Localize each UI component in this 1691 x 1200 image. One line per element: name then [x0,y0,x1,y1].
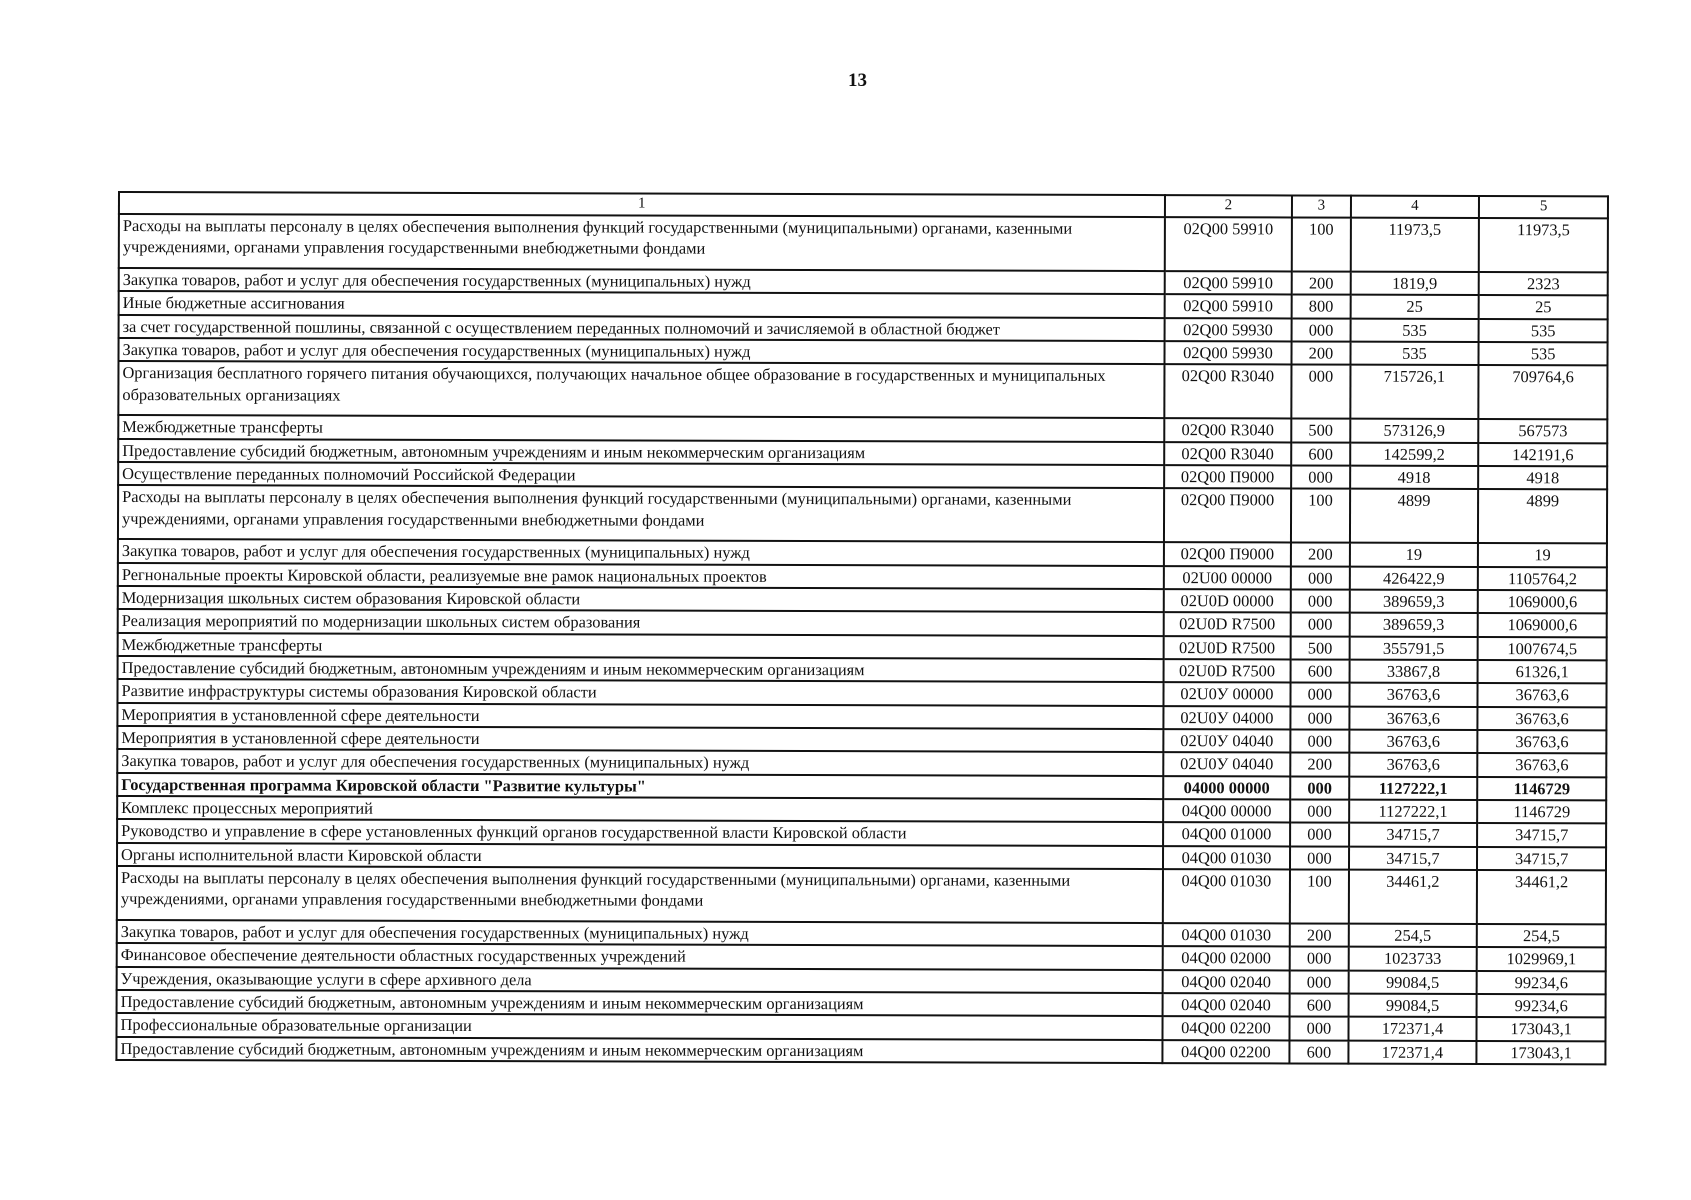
row-amount-col4-cell: 1023733 [1348,947,1477,971]
row-code-cell: 04Q00 02200 [1162,1040,1290,1064]
row-expense-type-cell: 600 [1291,659,1349,683]
table-body [116,214,1608,1064]
row-code-cell: 04Q00 02040 [1162,970,1290,994]
row-amount-col4-cell: 36763,6 [1349,730,1478,754]
row-amount-col5-cell: 535 [1479,342,1608,366]
row-amount-col5-cell: 99234,6 [1477,971,1606,995]
row-expense-type-cell: 000 [1291,729,1349,753]
row-name-cell: Руководство и управление в сфере установленных функций органов государственной власти Кировской области [117,819,1163,845]
row-amount-col5-cell: 1069000,6 [1478,613,1607,637]
row-amount-col5-cell: 19 [1478,543,1607,567]
row-amount-col4-cell: 99084,5 [1348,970,1477,994]
row-amount-col4-cell: 573126,9 [1350,419,1479,443]
row-amount-col4-cell: 172371,4 [1348,1040,1477,1064]
row-amount-col4-cell: 389659,3 [1349,613,1478,637]
table-row [119,214,1608,272]
row-expense-type-cell: 000 [1291,613,1349,637]
row-amount-col5-cell: 36763,6 [1478,683,1607,707]
row-code-cell: 02Q00 R3040 [1164,364,1292,418]
row-amount-col5-cell: 99234,6 [1477,994,1606,1018]
row-code-cell: 02U0У 04000 [1163,706,1291,730]
row-expense-type-cell: 200 [1292,271,1350,295]
column-header-3: 3 [1292,195,1350,217]
row-expense-type-cell: 000 [1290,1017,1348,1041]
row-amount-col5-cell: 1007674,5 [1478,637,1607,661]
row-code-cell: 02Q00 П9000 [1164,465,1292,489]
row-expense-type-cell: 000 [1292,365,1350,419]
row-code-cell: 02U00 00000 [1163,566,1291,590]
row-amount-col4-cell: 34715,7 [1349,846,1478,870]
row-code-cell: 02Q00 59910 [1164,217,1292,271]
row-code-cell: 04Q00 01030 [1163,846,1291,870]
row-code-cell: 02U0У 04040 [1163,729,1291,753]
row-expense-type-cell: 200 [1291,543,1349,567]
row-amount-col5-cell: 709764,6 [1479,365,1608,419]
row-expense-type-cell: 200 [1290,923,1348,947]
row-expense-type-cell: 200 [1291,753,1349,777]
row-code-cell: 02U0D R7500 [1163,636,1291,660]
table-row [116,1037,1605,1065]
row-amount-col5-cell: 1105764,2 [1478,567,1607,591]
row-expense-type-cell: 100 [1290,869,1348,923]
row-amount-col5-cell: 34461,2 [1477,870,1606,924]
row-expense-type-cell: 000 [1291,683,1349,707]
row-name-cell: Расходы на выплаты персоналу в целях обеспечения выполнения функций государственными (муниципальными) органами, казенными учреждениями, органами управления государственными внебюджетными фондами [117,866,1163,923]
row-expense-type-cell: 000 [1291,465,1349,489]
row-code-cell: 02Q00 59910 [1164,271,1292,295]
row-name-cell: Закупка товаров, работ и услуг для обеспечения государственных (муниципальных) нужд [117,749,1163,775]
row-name-cell: Регнональные проекты Кировской области, реализуемые вне рамок национальных проектов [118,563,1164,589]
row-amount-col4-cell: 36763,6 [1349,683,1478,707]
row-expense-type-cell: 000 [1290,776,1348,800]
row-code-cell: 02U0D 00000 [1163,589,1291,613]
row-name-cell: Расходы на выплаты персоналу в целях обеспечения выполнения функций государственными (муниципальными) органами, казенными учреждениями, органами управления государственными внебюджетными фондами [119,214,1165,271]
row-amount-col4-cell: 36763,6 [1349,753,1478,777]
row-name-cell: Реализация мероприятий по модернизации школьных систем образования [118,609,1164,635]
row-amount-col4-cell: 33867,8 [1349,660,1478,684]
row-amount-col4-cell: 389659,3 [1349,590,1478,614]
row-amount-col5-cell: 1146729 [1477,800,1606,824]
row-name-cell: Закупка товаров, работ и услуг для обеспечения государственных (муниципальных) нужд [118,539,1164,565]
row-amount-col4-cell: 172371,4 [1348,1017,1477,1041]
row-amount-col4-cell: 1127222,1 [1349,800,1478,824]
row-code-cell: 04Q00 01000 [1163,822,1291,846]
row-amount-col4-cell: 355791,5 [1349,636,1478,660]
row-code-cell: 02Q00 59930 [1164,318,1292,342]
row-amount-col5-cell: 36763,6 [1478,730,1607,754]
row-amount-col4-cell: 99084,5 [1348,994,1477,1018]
row-expense-type-cell: 500 [1292,419,1350,443]
row-amount-col5-cell: 567573 [1479,419,1608,443]
row-code-cell: 02Q00 59930 [1164,341,1292,365]
row-code-cell: 02Q00 R3040 [1164,442,1292,466]
row-code-cell: 04Q00 01030 [1162,869,1290,923]
row-amount-col5-cell: 1029969,1 [1477,947,1606,971]
row-amount-col5-cell: 4899 [1478,489,1607,543]
row-amount-col4-cell: 254,5 [1348,924,1477,948]
row-name-cell: Расходы на выплаты персоналу в целях обеспечения выполнения функций государственными (муниципальными) органами, казенными учреждениями, органами управления государственными внебюджетными фондами [118,485,1164,542]
row-amount-col5-cell: 36763,6 [1478,753,1607,777]
row-amount-col4-cell: 1819,9 [1350,272,1479,296]
row-amount-col4-cell: 426422,9 [1349,566,1478,590]
row-amount-col4-cell: 19 [1349,543,1478,567]
row-name-cell: Финансовое обеспечение деятельности областных государственных учреждений [117,943,1163,969]
row-expense-type-cell: 500 [1291,636,1349,660]
row-code-cell: 02U0У 04040 [1163,752,1291,776]
row-name-cell: Закупка товаров, работ и услуг для обеспечения государственных (муниципальных) нужд [117,920,1163,946]
row-amount-col5-cell: 2323 [1479,272,1608,296]
row-amount-col5-cell: 173043,1 [1477,1041,1606,1065]
row-code-cell: 02Q00 П9000 [1164,542,1292,566]
row-code-cell: 04Q00 02000 [1162,946,1290,970]
row-name-cell: Мероприятия в установленной сфере деятельности [117,703,1163,729]
row-name-cell: Осуществление переданных полномочий Российской Федерации [118,462,1164,488]
row-name-cell: за счет государственной пошлины, связанной с осуществлением переданных полномочий и зачисляемой в областной бюджет [119,315,1165,341]
row-amount-col5-cell: 254,5 [1477,924,1606,948]
row-expense-type-cell: 000 [1290,846,1348,870]
row-code-cell: 02Q00 R3040 [1164,418,1292,442]
row-name-cell: Мероприятия в установленной сфере деятельности [117,726,1163,752]
row-amount-col5-cell: 36763,6 [1478,707,1607,731]
row-amount-col5-cell: 535 [1479,319,1608,343]
row-amount-col4-cell: 535 [1350,342,1479,366]
row-amount-col5-cell: 1146729 [1477,777,1606,801]
row-amount-col4-cell: 11973,5 [1350,218,1479,272]
row-expense-type-cell: 600 [1290,993,1348,1017]
row-code-cell: 04Q00 01030 [1162,923,1290,947]
row-amount-col5-cell: 25 [1479,295,1608,319]
row-expense-type-cell: 000 [1290,823,1348,847]
row-code-cell: 02Q00 59910 [1164,294,1292,318]
row-name-cell: Иные бюджетные ассигнования [119,291,1165,317]
page-number: 13 [848,70,867,91]
row-name-cell: Государственная программа Кировской области "Развитие культуры" [117,773,1163,799]
row-name-cell: Закупка товаров, работ и услуг для обеспечения государственных (муниципальных) нужд [119,268,1165,294]
row-expense-type-cell: 600 [1291,442,1349,466]
row-amount-col5-cell: 34715,7 [1477,847,1606,871]
row-code-cell: 02Q00 П9000 [1164,488,1292,542]
row-name-cell: Предоставление субсидий бюджетным, автономным учреждениям и иным некоммерческим организациям [118,656,1164,682]
table-row [118,361,1607,419]
row-name-cell: Органы исполнительной власти Кировской области [117,843,1163,869]
row-expense-type-cell: 000 [1291,706,1349,730]
budget-table [115,191,1609,1065]
row-code-cell: 04000 00000 [1163,776,1291,800]
row-name-cell: Развитие инфраструктуры системы образования Кировской области [117,679,1163,705]
row-amount-col5-cell: 4918 [1478,466,1607,490]
row-expense-type-cell: 100 [1291,489,1349,543]
row-name-cell: Предоставление субсидий бюджетным, автономным учреждениям и иным некоммерческим организациям [116,1037,1162,1063]
row-amount-col5-cell: 61326,1 [1478,660,1607,684]
row-amount-col5-cell: 34715,7 [1477,823,1606,847]
row-name-cell: Модернизация школьных систем образования Кировской области [118,586,1164,612]
row-expense-type-cell: 100 [1292,217,1350,271]
row-amount-col4-cell: 25 [1350,295,1479,319]
row-name-cell: Профессиональные образовательные организации [116,1013,1162,1039]
row-expense-type-cell: 200 [1292,341,1350,365]
row-code-cell: 04Q00 00000 [1163,799,1291,823]
table-row [117,866,1606,924]
row-code-cell: 02U0D R7500 [1163,612,1291,636]
row-amount-col4-cell: 715726,1 [1350,365,1479,419]
row-amount-col4-cell: 1127222,1 [1349,776,1478,800]
row-expense-type-cell: 000 [1291,566,1349,590]
row-expense-type-cell: 000 [1290,799,1348,823]
row-expense-type-cell: 800 [1292,295,1350,319]
row-amount-col5-cell: 1069000,6 [1478,590,1607,614]
row-name-cell: Предоставление субсидий бюджетным, автономным учреждениям и иным некоммерческим организациям [117,990,1163,1016]
row-expense-type-cell: 000 [1290,947,1348,971]
row-name-cell: Предоставление субсидий бюджетным, автономным учреждениям и иным некоммерческим организациям [118,439,1164,465]
row-amount-col4-cell: 142599,2 [1350,442,1479,466]
row-name-cell: Комплекс процессных мероприятий [117,796,1163,822]
row-expense-type-cell: 000 [1290,970,1348,994]
row-amount-col5-cell: 142191,6 [1478,443,1607,467]
row-amount-col4-cell: 34461,2 [1348,870,1477,924]
row-amount-col4-cell: 535 [1350,318,1479,342]
table-row [118,485,1607,543]
column-header-2: 2 [1165,195,1293,217]
row-amount-col4-cell: 4918 [1350,466,1479,490]
row-name-cell: Закупка товаров, работ и услуг для обеспечения государственных (муниципальных) нужд [118,338,1164,364]
row-amount-col5-cell: 11973,5 [1479,218,1608,272]
row-name-cell: Учреждения, оказывающие услуги в сфере архивного дела [117,967,1163,993]
row-amount-col4-cell: 4899 [1350,489,1479,543]
column-header-5: 5 [1479,196,1608,218]
row-name-cell: Межбюджетные трансферты [118,415,1164,441]
row-amount-col4-cell: 34715,7 [1349,823,1478,847]
row-amount-col5-cell: 173043,1 [1477,1017,1606,1041]
row-code-cell: 04Q00 02040 [1162,993,1290,1017]
column-header-1: 1 [119,192,1165,217]
row-expense-type-cell: 000 [1291,589,1349,613]
row-code-cell: 02U0У 00000 [1163,682,1291,706]
row-name-cell: Межбюджетные трансферты [118,633,1164,659]
row-expense-type-cell: 000 [1292,318,1350,342]
row-expense-type-cell: 600 [1290,1040,1348,1064]
row-name-cell: Организация бесплатного горячего питания обучающихся, получающих начальное общее образование в государственных и муниципальных образовательных организациях [118,361,1164,418]
column-header-4: 4 [1351,196,1480,218]
row-code-cell: 04Q00 02200 [1162,1016,1290,1040]
row-amount-col4-cell: 36763,6 [1349,706,1478,730]
row-code-cell: 02U0D R7500 [1163,659,1291,683]
